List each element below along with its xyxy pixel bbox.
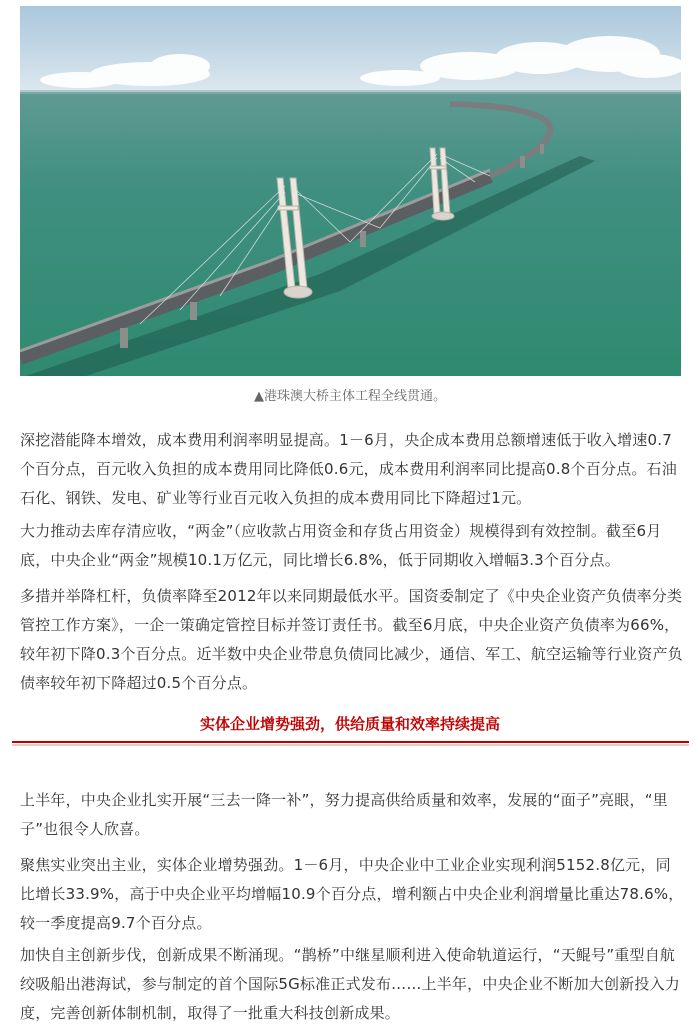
section-divider-shadow (12, 744, 689, 746)
paragraph-cost-control: 深挖潜能降本增效，成本费用利润率明显提高。1－6月，央企成本费用总额增速低于收入增速0.7个百分点，百元收入负担的成本费用同比降低0.6元，成本费用利润率同比提高0.8个百分点。石油石化、钢铁、发电、矿业等行业百元收入负担的成本费用同比下降超过1元。 (20, 431, 677, 507)
bridge-photo-illustration (20, 6, 681, 376)
paragraph-supply-side: 上半年，中央企业扎实开展“三去一降一补”，努力提高供给质量和效率，发展的“面子”亮眼，“里子”也很令人欣喜。 (20, 791, 668, 838)
paragraph-innovation: 加快自主创新步伐，创新成果不断涌现。“鹊桥”中继星顺利进入使命轨道运行，“天鲲号”重型自航绞吸船出港海试，参与制定的首个国际5G标准正式发布……上半年，中央企业不断加大创新投入力度，完善创新体制机制，取得了一批重大科技创新成果。 (20, 946, 680, 1022)
bridge-photo (20, 6, 681, 376)
section-heading: 实体企业增势强劲，供给质量和效率持续提高 (199, 715, 500, 733)
photo-caption: ▲港珠澳大桥主体工程全线贯通。 (254, 389, 446, 404)
paragraph-industrial-profit: 聚焦实业突出主业，实体企业增势强劲。1－6月，中央企业中工业企业实现利润5152.8亿元，同比增长33.9%，高于中央企业平均增幅10.9个百分点，增利额占中央企业利润增量比重达78.6%，较一季度提高9.7个百分点。 (20, 856, 684, 932)
paragraph-inventory: 大力推动去库存清应收，“两金”（应收款占用资金和存货占用资金）规模得到有效控制。截至6月底，中央企业“两金”规模10.1万亿元，同比增长6.8%，低于同期收入增幅3.3个百分点。 (20, 522, 662, 569)
paragraph-leverage: 多措并举降杠杆，负债率降至2012年以来同期最低水平。国资委制定了《中央企业资产负债率分类管控工作方案》，一企一策确定管控目标并签订责任书。截至6月底，中央企业资产负债率为66%，较年初下降0.3个百分点。近半数中央企业带息负债同比减少，通信、军工、航空运输等行业资产负债率较年初下降超过0.5个百分点。 (20, 587, 683, 692)
section-divider (12, 741, 689, 743)
